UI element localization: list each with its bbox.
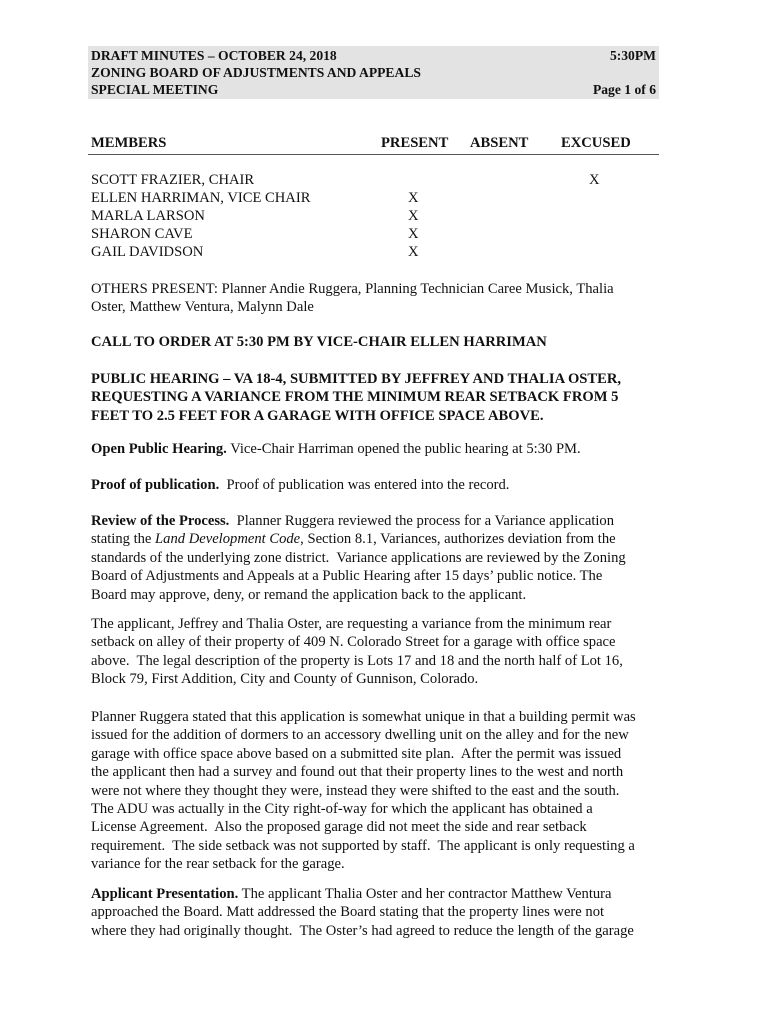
header-title-line-1: DRAFT MINUTES – OCTOBER 24, 2018: [91, 48, 337, 63]
public-hearing-heading: [91, 370, 621, 425]
heading-line: FEET TO 2.5 FEET FOR A GARAGE WITH OFFICE SPACE ABOVE.: [91, 407, 544, 424]
member-name: ELLEN HARRIMAN, VICE CHAIR: [91, 190, 311, 206]
col-members: MEMBERS: [91, 135, 167, 151]
review-line-1-text: Planner Ruggera reviewed the process for a Variance application: [229, 513, 615, 529]
member-present-mark: X: [408, 226, 419, 242]
attendance-row: [0, 226, 770, 244]
attendance-row: [0, 190, 770, 208]
applicant-paragraph: [91, 615, 659, 689]
text-line: approached the Board. Matt addressed the Board stating that the property lines were not: [91, 904, 605, 921]
attendance-row: [0, 208, 770, 226]
text-line: issued for the addition of dormers to an accessory dwelling unit on the alley and for the new: [91, 727, 629, 744]
header-title-line-2: ZONING BOARD OF ADJUSTMENTS AND APPEALS: [91, 65, 421, 80]
open-hearing-text: Vice-Chair Harriman opened the public hearing at 5:30 PM.: [226, 441, 581, 457]
member-excused-mark: X: [589, 172, 600, 188]
header-title-line-3: SPECIAL MEETING: [91, 82, 219, 97]
header-time: 5:30PM: [609, 48, 656, 63]
text-line: were not where they thought they were, instead they were shifted to the east and the south.: [91, 782, 620, 799]
others-present-paragraph: [91, 280, 659, 317]
member-present-mark: X: [408, 208, 419, 224]
col-absent: ABSENT: [470, 135, 529, 151]
text-line: Board may approve, deny, or remand the application back to the applicant.: [91, 586, 527, 603]
text-line: [91, 440, 659, 458]
proof-of-publication-paragraph: [91, 476, 659, 494]
heading-line: CALL TO ORDER AT 5:30 PM BY VICE-CHAIR ELLEN HARRIMAN: [91, 334, 547, 350]
review-line-2-pre: stating the: [91, 531, 156, 548]
col-present: PRESENT: [381, 135, 449, 151]
review-process-paragraph: [91, 512, 659, 604]
text-line: garage with office space above based on a submitted site plan. After the permit was issued: [91, 745, 622, 762]
col-excused: EXCUSED: [561, 135, 631, 151]
text-line: [91, 512, 659, 530]
text-line: The ADU was actually in the City right-of-way for which the applicant has obtained a: [91, 801, 593, 818]
member-present-mark: X: [408, 190, 419, 206]
text-line: License Agreement. Also the proposed garage did not meet the side and rear setback: [91, 819, 587, 836]
call-to-order-heading: [91, 333, 547, 351]
document-header: [88, 46, 659, 99]
member-name: SCOTT FRAZIER, CHAIR: [91, 172, 255, 188]
text-line: requirement. The side setback was not supported by staff. The applicant is only requesting a: [91, 837, 635, 854]
text-line: Planner Ruggera stated that this application is somewhat unique in that a building permit was: [91, 709, 636, 725]
applicant-presentation-paragraph: [91, 885, 659, 940]
heading-line: PUBLIC HEARING – VA 18-4, SUBMITTED BY JEFFREY AND THALIA OSTER,: [91, 371, 622, 387]
proof-text: Proof of publication was entered into the record.: [219, 477, 510, 493]
attendance-header-row: [88, 134, 659, 155]
text-line: OTHERS PRESENT: Planner Andie Ruggera, Planning Technician Caree Musick, Thalia: [91, 281, 614, 297]
review-label: Review of the Process.: [91, 513, 230, 529]
heading-line: REQUESTING A VARIANCE FROM THE MINIMUM REAR SETBACK FROM 5: [91, 389, 619, 406]
text-line: The applicant, Jeffrey and Thalia Oster, are requesting a variance from the minimum rear: [91, 616, 612, 632]
member-name: SHARON CAVE: [91, 226, 193, 242]
text-line: the applicant then had a survey and found out that their property lines to the west and north: [91, 764, 624, 781]
member-name: GAIL DAVIDSON: [91, 244, 204, 260]
text-line: [91, 476, 659, 494]
member-name: MARLA LARSON: [91, 208, 205, 224]
text-line: [91, 885, 659, 903]
presentation-label: Applicant Presentation.: [91, 886, 239, 902]
header-page-number: Page 1 of 6: [592, 82, 656, 97]
text-line: variance for the rear setback for the garage.: [91, 856, 345, 873]
text-line: where they had originally thought. The Oster’s had agreed to reduce the length of the garage: [91, 922, 634, 939]
text-line: [91, 530, 659, 548]
text-line: standards of the underlying zone district. Variance applications are reviewed by the Zoning: [91, 549, 626, 566]
text-line: setback on alley of their property of 409 N. Colorado Street for a garage with office space: [91, 634, 616, 651]
proof-label: Proof of publication.: [91, 477, 220, 493]
member-present-mark: X: [408, 244, 419, 260]
attendance-row: [0, 244, 770, 262]
presentation-line-1-text: The applicant Thalia Oster and her contractor Matthew Ventura: [238, 886, 612, 902]
text-line: above. The legal description of the property is Lots 17 and 18 and the north half of Lot 16,: [91, 652, 623, 669]
text-line: Block 79, First Addition, City and County of Gunnison, Colorado.: [91, 671, 479, 688]
ruggera-statement-paragraph: [91, 708, 659, 874]
open-hearing-label: Open Public Hearing.: [91, 441, 227, 457]
land-development-code-title: Land Development Code: [155, 531, 301, 548]
text-line: Board of Adjustments and Appeals at a Public Hearing after 15 days’ public notice. The: [91, 568, 603, 585]
attendance-row: [0, 172, 770, 190]
open-hearing-paragraph: [91, 440, 659, 458]
review-line-2-post: , Section 8.1, Variances, authorizes deviation from the: [300, 531, 616, 548]
text-line: Oster, Matthew Ventura, Malynn Dale: [91, 299, 314, 316]
